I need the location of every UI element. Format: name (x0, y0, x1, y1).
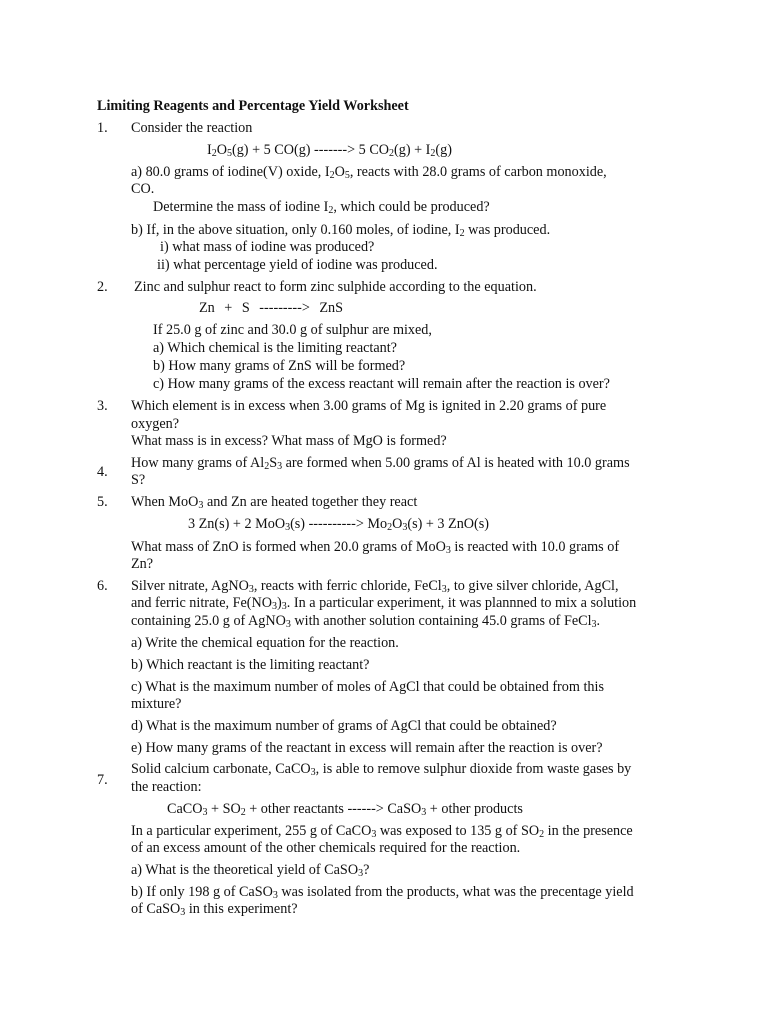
q6-line2: and ferric nitrate, $Fe(NO_3)_3$. In a particular experiment, it was plannned to mix a solution (131, 595, 637, 612)
q1-part-a-line1: a) 80.0 grams of iodine(V) oxide, $I_2O_5$, reacts with 28.0 grams of carbon monoxide, (131, 164, 607, 181)
q6-part-d: d) What is the maximum number of grams of AgCl that could be obtained? (131, 718, 557, 734)
q1-part-b-i: i) what mass of iodine was produced? (160, 239, 375, 255)
q6-line3: containing 25.0 g of AgNO$_3$ with another solution containing 45.0 grams of FeCl$_3$. (131, 613, 601, 630)
q5-line2: What mass of ZnO is formed when 20.0 grams of MoO$_3$ is reacted with 10.0 grams of (131, 539, 620, 556)
question-number-5: 5. (97, 494, 108, 510)
q3-line3: What mass is in excess? What mass of MgO is formed? (131, 433, 447, 449)
q1-intro: Consider the reaction (131, 120, 253, 136)
q2-line1: If 25.0 g of zinc and 30.0 g of sulphur are mixed, (153, 322, 432, 338)
q6-part-a: a) Write the chemical equation for the reaction. (131, 635, 399, 651)
q3-line1: Which element is in excess when 3.00 grams of Mg is ignited in 2.20 grams of pure (131, 398, 607, 414)
q7-line3: In a particular experiment, 255 g of CaCO$_3$ was exposed to 135 g of $SO_2$ in the presence (131, 823, 633, 840)
q6-part-c-line1: c) What is the maximum number of moles of AgCl that could be obtained from this (131, 679, 604, 695)
q7-part-a: a) What is the theoretical yield of CaSO$_3$? (131, 862, 370, 879)
question-number-1: 1. (97, 120, 108, 136)
q5-line3: Zn? (131, 556, 154, 572)
q3-line2: oxygen? (131, 416, 180, 432)
q7-line4: of an excess amount of the other chemicals required for the reaction. (131, 840, 521, 856)
worksheet-title: Limiting Reagents and Percentage Yield Worksheet (97, 98, 409, 114)
q7-line2: the reaction: (131, 779, 202, 795)
q2-intro: Zinc and sulphur react to form zinc sulphide according to the equation. (134, 279, 537, 295)
q6-line1: Silver nitrate, AgNO$_3$, reacts with ferric chloride, FeCl$_3$, to give silver chloride, AgCl, (131, 578, 619, 595)
q1-part-b-ii: ii) what percentage yield of iodine was produced. (157, 257, 438, 273)
q1-part-a-line3: Determine the mass of iodine $I_2$, which could be produced? (153, 199, 490, 216)
q1-equation: $I_2O_5(g) + 5$ CO(g) -------> 5 $CO_2(g) + I_2(g)$ (207, 142, 452, 159)
q7-part-b-line1: b) If only 198 g of CaSO$_3$ was isolated from the products, what was the precentage yield (131, 884, 634, 901)
q6-part-e: e) How many grams of the reactant in excess will remain after the reaction is over? (131, 740, 603, 756)
q2-part-a: a) Which chemical is the limiting reactant? (153, 340, 397, 356)
question-number-3: 3. (97, 398, 108, 414)
q2-part-b: b) How many grams of ZnS will be formed? (153, 358, 406, 374)
q1-part-a-line2: CO. (131, 181, 155, 197)
q2-equation: Zn + S ---------> ZnS (199, 300, 344, 316)
question-number-2: 2. (97, 279, 108, 295)
q7-part-b-line2: of CaSO$_3$ in this experiment? (131, 901, 298, 918)
question-number-6: 6. (97, 578, 108, 594)
question-number-4: 4. (97, 464, 108, 480)
q5-equation: 3 Zn(s) + 2 MoO$_3$(s) ----------> $Mo_2O_3(s) + 3$ ZnO(s) (188, 516, 490, 533)
question-number-7: 7. (97, 772, 108, 788)
q4-line2: S? (131, 472, 146, 488)
q7-line1: Solid calcium carbonate, CaCO$_3$, is able to remove sulphur dioxide from waste gases by (131, 761, 632, 778)
q4-line1: How many grams of $Al_2S_3$ are formed when 5.00 grams of Al is heated with 10.0 grams (131, 455, 630, 472)
q1-part-b-line1: b) If, in the above situation, only 0.160 moles, of iodine, $I_2$ was produced. (131, 222, 551, 239)
q7-equation: CaCO$_3$ + $SO_2$ + other reactants ------> CaSO$_3$ + other products (167, 801, 523, 818)
q6-part-c-line2: mixture? (131, 696, 182, 712)
q2-part-c: c) How many grams of the excess reactant will remain after the reaction is over? (153, 376, 610, 392)
q5-line1: When MoO$_3$ and Zn are heated together they react (131, 494, 418, 511)
q6-part-b: b) Which reactant is the limiting reactant? (131, 657, 370, 673)
